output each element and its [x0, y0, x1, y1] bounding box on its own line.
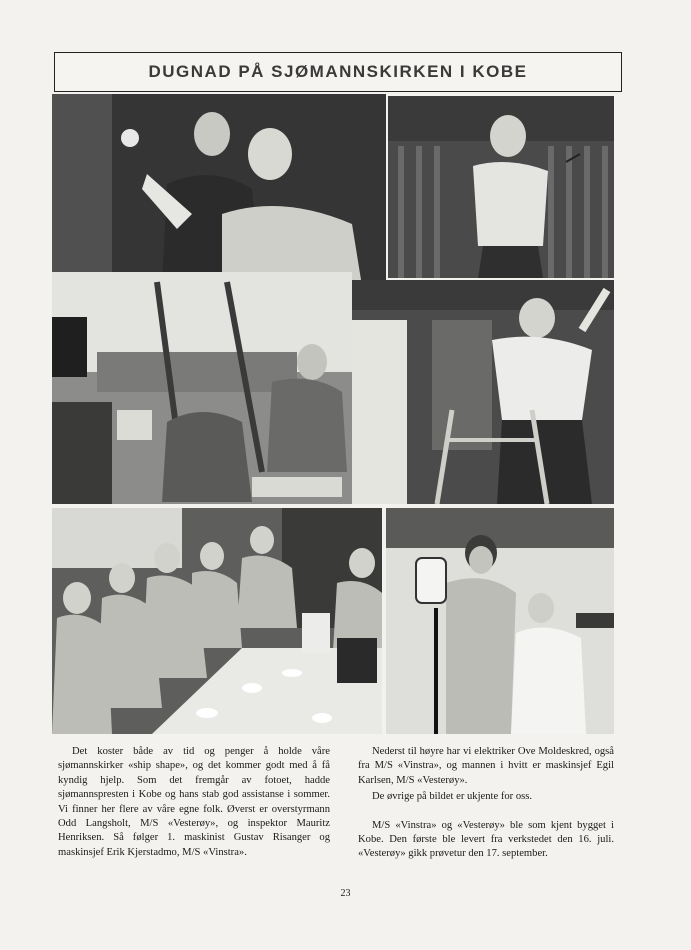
photo-tea-party: [52, 508, 382, 734]
caption-right-paragraph-3: M/S «Vinstra» og «Vesterøy» ble som kjent bygget i Kobe. Den første ble levert fra verkstedet den 16. juli. «Vesterøy» gikk prøvetur den 17. september.: [358, 819, 614, 860]
headline-box: [54, 52, 622, 92]
page-number: 23: [340, 888, 351, 899]
headline: DUGNAD PÅ SJØMANNSKIRKEN I KOBE: [148, 62, 528, 81]
photo-two-men-painting: [52, 94, 386, 286]
caption-right-column: [358, 745, 614, 862]
photo-woman-with-brush: [388, 96, 614, 278]
caption-right-paragraph-2: De øvrige på bildet er ukjente for oss.: [372, 791, 533, 803]
photo-collage: [52, 94, 614, 734]
caption-left-paragraph: Det koster både av tid og penger å holde våre sjømannskirker «ship shape», og det kommer godt med å få kyndig hjelp. Som det fremgår av fotoet, hadde sjømannspresten i Kobe og hans stab god assistanse i sommer. Vi finner her flere av våre egne folk. Øverst er overstyrmann Odd Langsholt, M/S «Vesterøy», og inspektor Mauritz Henriksen. Så følger 1. maskinist Gustav Risanger og maskinsjef Erik Kjerstadmo, M/S «Vinstra».: [58, 746, 330, 858]
caption-right-paragraph-1: Nederst til høyre har vi elektriker Ove Moldeskred, også fra M/S «Vinstra», og mannen i hvitt er maskinsjef Egil Karlsen, M/S «Vesterøy».: [358, 746, 614, 786]
caption-left-column: [58, 745, 330, 860]
photo-room-with-ladder: [52, 272, 352, 504]
photo-woman-on-ladder: [352, 280, 614, 504]
photo-electrician-and-engineer: [386, 508, 614, 734]
